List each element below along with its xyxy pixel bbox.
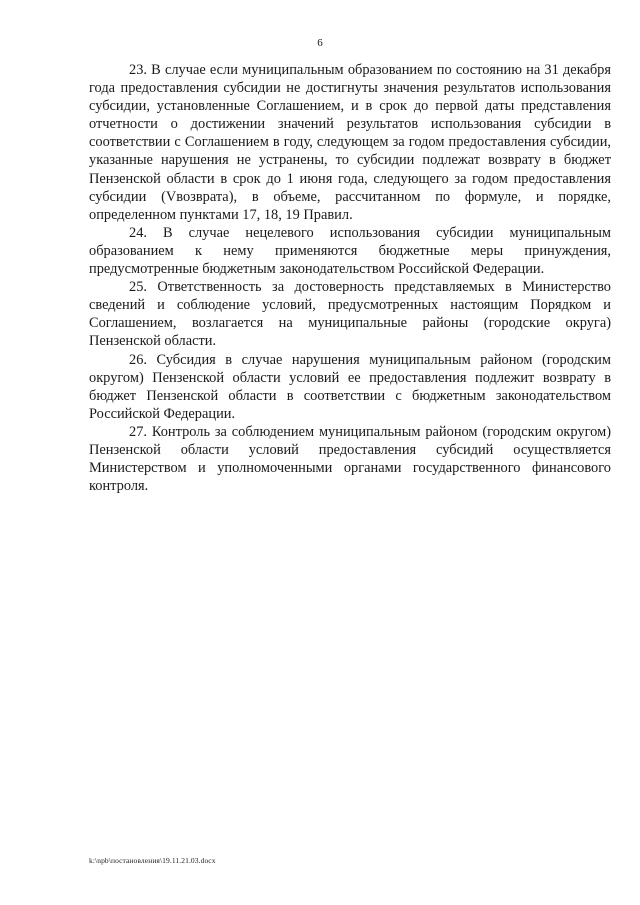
document-body xyxy=(89,61,611,495)
paragraph-23: 23. В случае если муниципальным образованием по состоянию на 31 декабря года предоставления субсидии не достигнуты значения результатов использования субсидии, установленные Соглашением, и в срок до первой даты представления отчетности о достижении значений результатов использования субсидии в соответствии с Соглашением в году, следующем за годом предоставления субсидии, указанные нарушения не устранены, то субсидии подлежат возврату в бюджет Пензенской области в срок до 1 июня года, следующего за годом предоставления субсидии (Vвозврата), в объеме, рассчитанном по формуле, и порядке, определенном пунктами 17, 18, 19 Правил. xyxy=(89,62,611,223)
footer-file-path: k:\npb\постановления\19.11.21.03.docx xyxy=(89,856,216,865)
page-number: 6 xyxy=(317,37,323,49)
paragraph-24: 24. В случае нецелевого использования субсидии муниципальным образованием к нему применяются бюджетные меры принуждения, предусмотренные бюджетным законодательством Российской Федерации. xyxy=(89,224,611,278)
paragraph-26: 26. Субсидия в случае нарушения муниципальным районом (городским округом) Пензенской области условий ее предоставления подлежит возврату в бюджет Пензенской области в соответствии с бюджетным законодательством Российской Федерации. xyxy=(89,351,611,422)
paragraph-27: 27. Контроль за соблюдением муниципальным районом (городским округом) Пензенской области условий предоставления субсидий осуществляется Министерством и уполномоченными органами государственного финансового контроля. xyxy=(89,423,611,495)
paragraph-25: 25. Ответственность за достоверность представляемых в Министерство сведений и соблюдение условий, предусмотренных настоящим Порядком и Соглашением, возлагается на муниципальные районы (городские округа) Пензенской области. xyxy=(89,279,611,350)
